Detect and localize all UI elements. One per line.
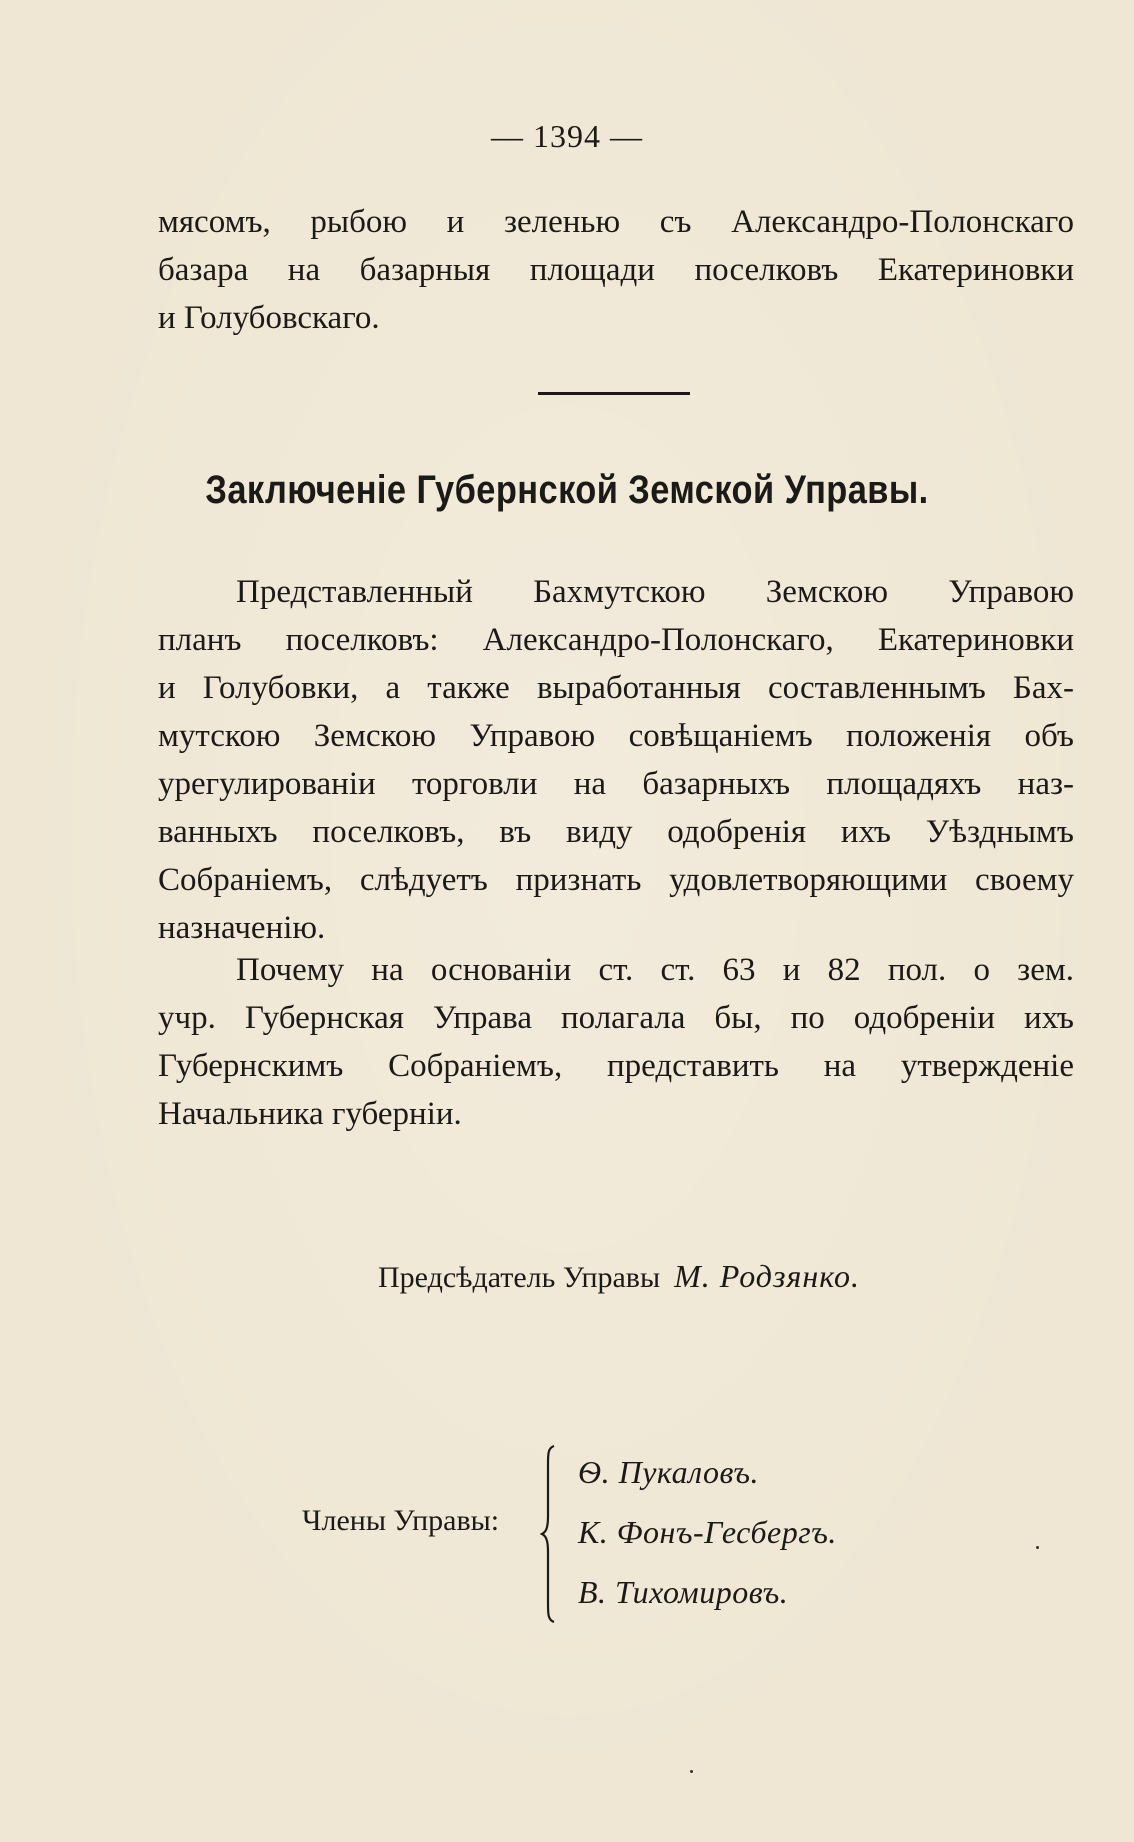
- text-line: Губернскимъ Собраніемъ, представить на утвержденіе: [158, 1048, 1074, 1084]
- text-line: базара на базарныя площади поселковъ Екатериновки: [158, 252, 1074, 288]
- intro-paragraph: [158, 198, 1074, 342]
- text-line: назначенію.: [158, 910, 326, 946]
- text-line: планъ поселковъ: Александро-Полонскаго, Екатериновки: [158, 622, 1074, 658]
- conclusion-paragraph-1: [158, 568, 1074, 952]
- section-heading: Заключеніе Губернской Земской Управы.: [205, 468, 929, 512]
- ink-speck: [690, 1770, 693, 1773]
- text-line: Представленный Бахмутскою Земскою Управою: [236, 574, 1074, 610]
- section-divider: [538, 392, 690, 395]
- text-line: Начальника губерніи.: [158, 1096, 462, 1132]
- member-name: В. Тихомировъ.: [578, 1574, 789, 1610]
- text-line: ванныхъ поселковъ, въ виду одобренія ихъ Уѣзднымъ: [158, 814, 1074, 850]
- text-line: урегулированіи торговли на базарныхъ площадяхъ наз-: [158, 766, 1074, 802]
- curly-brace-icon: [540, 1444, 558, 1624]
- text-line: мутскою Земскою Управою совѣщаніемъ положенія объ: [158, 718, 1074, 754]
- text-line: мясомъ, рыбою и зеленью съ Александро-Полонскаго: [158, 204, 1074, 240]
- ink-speck: [1036, 1546, 1039, 1549]
- page-number: — 1394 —: [491, 118, 643, 154]
- members-label: Члены Управы:: [302, 1504, 500, 1537]
- conclusion-paragraph-2: [158, 946, 1074, 1138]
- member-name: Ѳ. Пукаловъ.: [578, 1454, 760, 1490]
- text-line: Почему на основаніи ст. ст. 63 и 82 пол. о зем.: [236, 952, 1074, 988]
- members-list: [578, 1442, 837, 1622]
- text-line: и Голубовскаго.: [158, 300, 380, 336]
- text-line: и Голубовки, а также выработанныя составленнымъ Бах-: [158, 670, 1074, 706]
- chairman-signature: [378, 1258, 860, 1295]
- text-line: учр. Губернская Управа полагала бы, по одобреніи ихъ: [158, 1000, 1074, 1036]
- chairman-name: М. Родзянко.: [674, 1258, 860, 1294]
- text-line: Собраніемъ, слѣдуетъ признать удовлетворяющими своему: [158, 862, 1074, 898]
- chairman-label: Предсѣдатель Управы: [378, 1261, 661, 1294]
- member-name: К. Фонъ-Гесбергъ.: [578, 1514, 837, 1550]
